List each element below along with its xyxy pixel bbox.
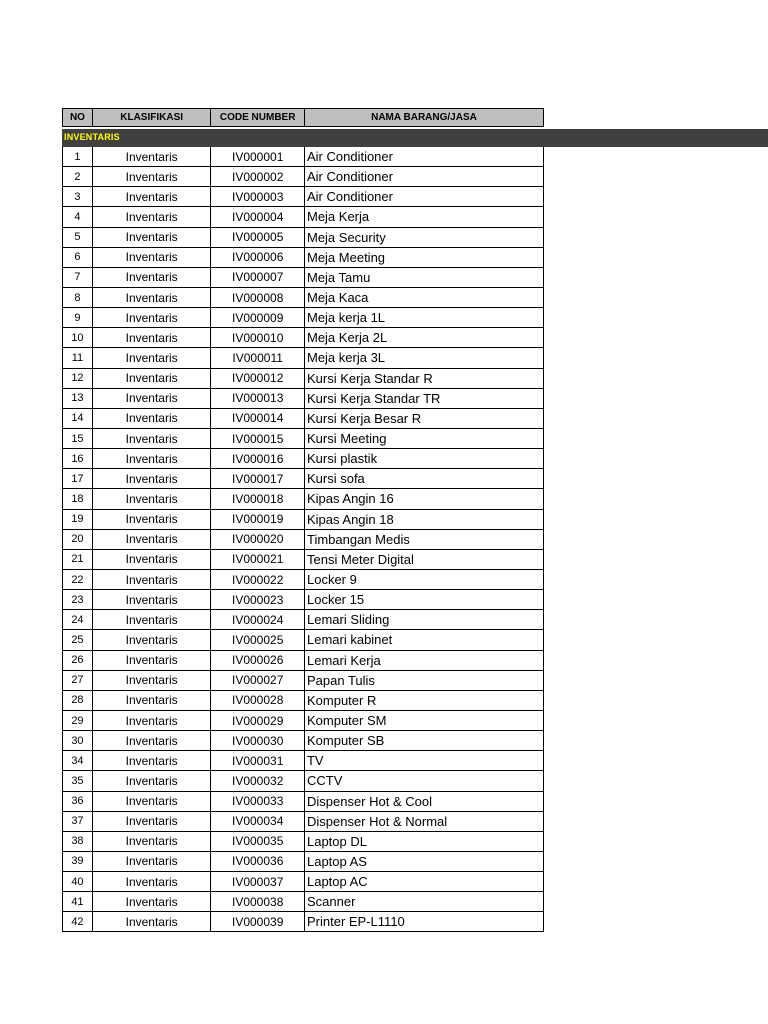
header-nama-barang: NAMA BARANG/JASA: [371, 112, 477, 123]
cell-code-number: IV000006: [211, 248, 305, 267]
cell-code-number: IV000036: [211, 852, 305, 871]
cell-klasifikasi: Inventaris: [93, 610, 212, 629]
cell-code-number: IV000003: [211, 187, 305, 206]
cell-klasifikasi: Inventaris: [93, 308, 212, 327]
cell-nama-barang: Printer EP-L1110: [306, 914, 405, 930]
table-row: [63, 751, 543, 771]
table-row: [63, 731, 543, 751]
table-row: [63, 429, 543, 449]
cell-no: 13: [63, 389, 93, 408]
cell-code-number: IV000017: [211, 469, 305, 488]
cell-klasifikasi: Inventaris: [93, 429, 212, 448]
cell-nama-barang: Meja Kerja 2L: [306, 330, 388, 346]
cell-klasifikasi: Inventaris: [93, 792, 212, 811]
cell-nama-barang: Laptop AS: [306, 853, 367, 869]
cell-code-number: IV000021: [211, 550, 305, 569]
cell-code-number: IV000028: [211, 691, 305, 710]
table-row: [63, 510, 543, 530]
table-row: [63, 248, 543, 268]
cell-nama-barang: Kipas Angin 18: [306, 511, 394, 527]
cell-nama-barang: Meja Security: [306, 229, 386, 245]
cell-code-number: IV000011: [211, 348, 305, 367]
cell-klasifikasi: Inventaris: [93, 207, 212, 226]
table-row: [63, 812, 543, 832]
table-row: [63, 389, 543, 409]
table-row: [63, 832, 543, 852]
cell-code-number: IV000001: [211, 147, 305, 166]
cell-no: 1: [63, 147, 93, 166]
cell-klasifikasi: Inventaris: [93, 731, 212, 750]
cell-klasifikasi: Inventaris: [93, 570, 212, 589]
cell-nama-barang: Kursi Kerja Standar TR: [306, 390, 441, 406]
cell-no: 38: [63, 832, 93, 851]
table-row: [63, 651, 543, 671]
cell-code-number: IV000016: [211, 449, 305, 468]
cell-code-number: IV000027: [211, 671, 305, 690]
cell-no: 26: [63, 651, 93, 670]
cell-code-number: IV000038: [211, 892, 305, 911]
cell-nama-barang: Lemari Sliding: [306, 612, 390, 628]
table-row: [63, 207, 543, 227]
cell-nama-barang: Lemari Kerja: [306, 652, 381, 668]
table-row: [63, 610, 543, 630]
cell-code-number: IV000020: [211, 530, 305, 549]
table-row: [63, 852, 543, 872]
cell-code-number: IV000014: [211, 409, 305, 428]
table-row: [63, 187, 543, 207]
cell-no: 6: [63, 248, 93, 267]
table-row: [63, 228, 543, 248]
cell-code-number: IV000015: [211, 429, 305, 448]
cell-klasifikasi: Inventaris: [93, 167, 212, 186]
cell-code-number: IV000031: [211, 751, 305, 770]
cell-nama-barang: Meja Tamu: [306, 269, 371, 285]
table-body: [62, 147, 544, 932]
cell-code-number: IV000010: [211, 328, 305, 347]
cell-no: 15: [63, 429, 93, 448]
cell-code-number: IV000002: [211, 167, 305, 186]
table-row: [63, 892, 543, 912]
cell-no: 35: [63, 771, 93, 790]
cell-no: 9: [63, 308, 93, 327]
cell-no: 39: [63, 852, 93, 871]
cell-no: 12: [63, 369, 93, 388]
cell-code-number: IV000009: [211, 308, 305, 327]
cell-no: 37: [63, 812, 93, 831]
header-code-number: CODE NUMBER: [211, 109, 305, 126]
cell-no: 17: [63, 469, 93, 488]
cell-nama-barang: Papan Tulis: [306, 672, 375, 688]
cell-klasifikasi: Inventaris: [93, 751, 212, 770]
cell-no: 27: [63, 671, 93, 690]
cell-no: 18: [63, 489, 93, 508]
cell-klasifikasi: Inventaris: [93, 892, 212, 911]
table-row: [63, 489, 543, 509]
cell-no: 40: [63, 872, 93, 891]
cell-code-number: IV000025: [211, 630, 305, 649]
cell-no: 41: [63, 892, 93, 911]
cell-nama-barang: Komputer SB: [306, 733, 385, 749]
cell-klasifikasi: Inventaris: [93, 369, 212, 388]
cell-klasifikasi: Inventaris: [93, 912, 212, 931]
table-row: [63, 288, 543, 308]
cell-klasifikasi: Inventaris: [93, 832, 212, 851]
cell-nama-barang: Kursi Meeting: [306, 431, 387, 447]
cell-no: 11: [63, 348, 93, 367]
cell-klasifikasi: Inventaris: [93, 268, 212, 287]
cell-no: 7: [63, 268, 93, 287]
cell-code-number: IV000022: [211, 570, 305, 589]
cell-nama-barang: Locker 9: [306, 572, 357, 588]
cell-code-number: IV000019: [211, 510, 305, 529]
cell-code-number: IV000013: [211, 389, 305, 408]
cell-nama-barang: Meja Kaca: [306, 290, 369, 306]
cell-klasifikasi: Inventaris: [93, 872, 212, 891]
cell-no: 22: [63, 570, 93, 589]
cell-nama-barang: Laptop AC: [306, 874, 368, 890]
cell-no: 4: [63, 207, 93, 226]
table-row: [63, 550, 543, 570]
cell-nama-barang: Lemari kabinet: [306, 632, 393, 648]
cell-klasifikasi: Inventaris: [93, 550, 212, 569]
cell-nama-barang: Komputer R: [306, 692, 377, 708]
cell-no: 8: [63, 288, 93, 307]
table-row: [63, 449, 543, 469]
cell-code-number: IV000007: [211, 268, 305, 287]
cell-no: 36: [63, 792, 93, 811]
cell-code-number: IV000004: [211, 207, 305, 226]
cell-nama-barang: Air Conditioner: [306, 149, 393, 165]
table-row: [63, 369, 543, 389]
header-klasifikasi: KLASIFIKASI: [93, 109, 212, 126]
cell-no: 28: [63, 691, 93, 710]
cell-code-number: IV000012: [211, 369, 305, 388]
cell-nama-barang: Locker 15: [306, 592, 365, 608]
cell-code-number: IV000008: [211, 288, 305, 307]
cell-nama-barang: Laptop DL: [306, 833, 367, 849]
cell-nama-barang: Air Conditioner: [306, 169, 393, 185]
cell-klasifikasi: Inventaris: [93, 651, 212, 670]
cell-nama-barang: Air Conditioner: [306, 189, 393, 205]
cell-no: 23: [63, 590, 93, 609]
cell-no: 5: [63, 228, 93, 247]
table-row: [63, 348, 543, 368]
cell-klasifikasi: Inventaris: [93, 771, 212, 790]
section-band-inventaris: [62, 129, 768, 147]
cell-nama-barang: Meja kerja 3L: [306, 350, 386, 366]
cell-code-number: IV000037: [211, 872, 305, 891]
cell-no: 10: [63, 328, 93, 347]
cell-nama-barang: Tensi Meter Digital: [306, 551, 414, 567]
cell-nama-barang: Dispenser Hot & Cool: [306, 793, 432, 809]
cell-klasifikasi: Inventaris: [93, 711, 212, 730]
cell-klasifikasi: Inventaris: [93, 228, 212, 247]
cell-nama-barang: Kursi Kerja Standar R: [306, 370, 433, 386]
cell-klasifikasi: Inventaris: [93, 510, 212, 529]
cell-nama-barang: TV: [306, 753, 324, 769]
table-row: [63, 570, 543, 590]
cell-no: 20: [63, 530, 93, 549]
cell-klasifikasi: Inventaris: [93, 409, 212, 428]
cell-no: 16: [63, 449, 93, 468]
table-row: [63, 268, 543, 288]
cell-code-number: IV000034: [211, 812, 305, 831]
cell-nama-barang: Scanner: [306, 894, 356, 910]
cell-klasifikasi: Inventaris: [93, 348, 212, 367]
cell-klasifikasi: Inventaris: [93, 630, 212, 649]
cell-code-number: IV000032: [211, 771, 305, 790]
cell-code-number: IV000024: [211, 610, 305, 629]
cell-no: 19: [63, 510, 93, 529]
table-row: [63, 167, 543, 187]
cell-code-number: IV000023: [211, 590, 305, 609]
cell-nama-barang: Kursi plastik: [306, 451, 378, 467]
cell-no: 14: [63, 409, 93, 428]
cell-klasifikasi: Inventaris: [93, 147, 212, 166]
table-row: [63, 630, 543, 650]
cell-code-number: IV000026: [211, 651, 305, 670]
cell-nama-barang: Kursi Kerja Besar R: [306, 410, 422, 426]
cell-klasifikasi: Inventaris: [93, 288, 212, 307]
cell-code-number: IV000035: [211, 832, 305, 851]
cell-klasifikasi: Inventaris: [93, 691, 212, 710]
cell-code-number: IV000029: [211, 711, 305, 730]
cell-klasifikasi: Inventaris: [93, 590, 212, 609]
cell-no: 34: [63, 751, 93, 770]
table-row: [63, 872, 543, 892]
cell-klasifikasi: Inventaris: [93, 449, 212, 468]
cell-code-number: IV000005: [211, 228, 305, 247]
cell-nama-barang: Dispenser Hot & Normal: [306, 813, 448, 829]
cell-nama-barang: Komputer SM: [306, 713, 387, 728]
cell-klasifikasi: Inventaris: [93, 248, 212, 267]
table-row: [63, 328, 543, 348]
table-row: [63, 792, 543, 812]
cell-klasifikasi: Inventaris: [93, 187, 212, 206]
cell-no: 29: [63, 711, 93, 730]
cell-no: 25: [63, 630, 93, 649]
cell-klasifikasi: Inventaris: [93, 852, 212, 871]
cell-klasifikasi: Inventaris: [93, 389, 212, 408]
table-row: [63, 691, 543, 711]
cell-no: 24: [63, 610, 93, 629]
table-row: [63, 308, 543, 328]
table-row: [63, 409, 543, 429]
table-row: [63, 469, 543, 489]
section-label: INVENTARIS: [64, 132, 120, 142]
table-row: [63, 590, 543, 610]
cell-nama-barang: Meja kerja 1L: [306, 310, 386, 326]
cell-no: 21: [63, 550, 93, 569]
cell-nama-barang: Meja Kerja: [306, 209, 370, 225]
cell-no: 42: [63, 912, 93, 931]
cell-klasifikasi: Inventaris: [93, 530, 212, 549]
cell-nama-barang: Kipas Angin 16: [306, 491, 394, 507]
table-row: [63, 530, 543, 550]
cell-no: 2: [63, 167, 93, 186]
table-header-row: [62, 108, 544, 127]
table-row: [63, 147, 543, 167]
table-row: [63, 771, 543, 791]
cell-code-number: IV000018: [211, 489, 305, 508]
cell-nama-barang: CCTV: [306, 773, 343, 789]
cell-no: 3: [63, 187, 93, 206]
table-row: [63, 711, 543, 731]
cell-klasifikasi: Inventaris: [93, 812, 212, 831]
table-row: [63, 912, 543, 932]
cell-klasifikasi: Inventaris: [93, 469, 212, 488]
cell-code-number: IV000039: [211, 912, 305, 931]
cell-code-number: IV000033: [211, 792, 305, 811]
cell-nama-barang: Kursi sofa: [306, 471, 365, 487]
cell-klasifikasi: Inventaris: [93, 328, 212, 347]
cell-klasifikasi: Inventaris: [93, 489, 212, 508]
cell-nama-barang: Meja Meeting: [306, 249, 386, 265]
cell-klasifikasi: Inventaris: [93, 671, 212, 690]
header-no: NO: [63, 109, 93, 126]
cell-no: 30: [63, 731, 93, 750]
cell-nama-barang: Timbangan Medis: [306, 531, 410, 547]
cell-code-number: IV000030: [211, 731, 305, 750]
table-row: [63, 671, 543, 691]
